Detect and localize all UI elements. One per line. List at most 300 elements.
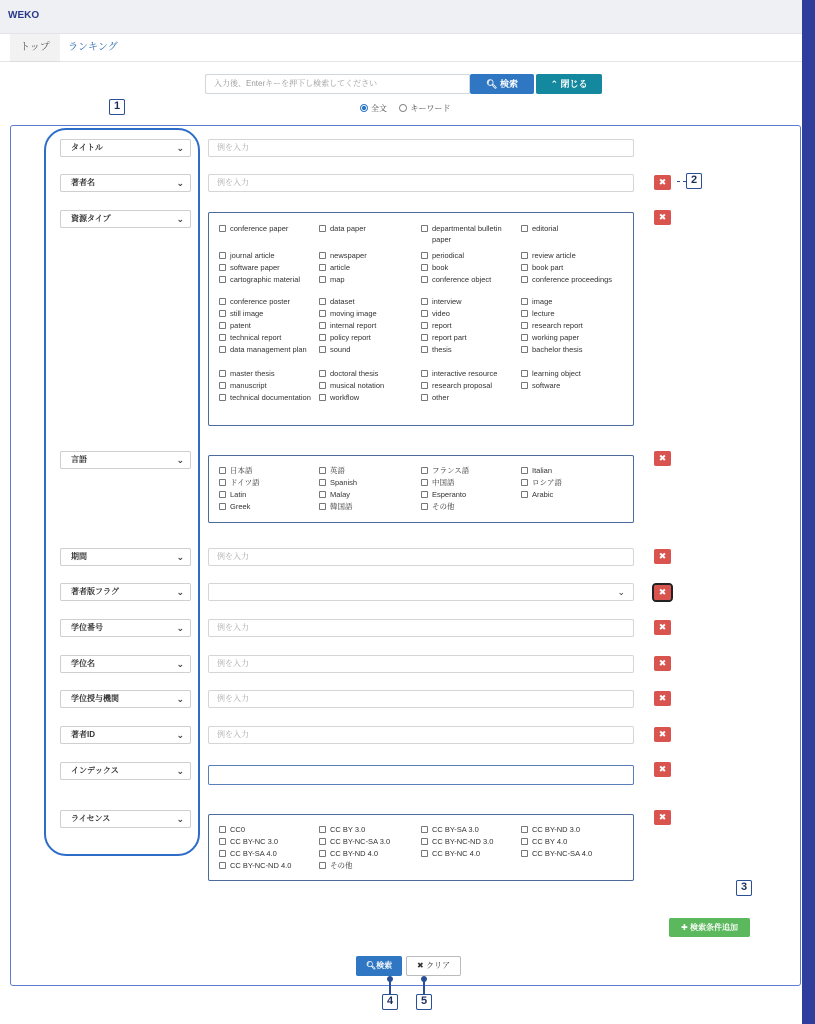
- x-icon: ✖: [658, 622, 667, 632]
- remove-condition-button[interactable]: [654, 451, 671, 466]
- close-button-label: 閉じる: [560, 79, 588, 89]
- checkbox-square[interactable]: [521, 382, 528, 389]
- license-checkbox-label: CC0: [230, 825, 246, 834]
- resource-type-checkbox-label: research report: [532, 321, 583, 330]
- checkbox-square[interactable]: [421, 826, 428, 833]
- resource-type-checkbox-label: internal report: [330, 321, 377, 330]
- license-checkbox-label: CC BY-NC 3.0: [230, 837, 279, 846]
- license-checkbox-label: その他: [330, 861, 353, 870]
- callout-3: 3: [736, 880, 752, 896]
- version-flag-select[interactable]: [208, 583, 634, 601]
- checkbox-square[interactable]: [421, 370, 428, 377]
- condition-select-resource-type[interactable]: [60, 210, 191, 228]
- language-checkbox[interactable]: [521, 489, 613, 500]
- license-checkbox-label: CC BY-ND 3.0: [532, 825, 581, 834]
- license-checkbox[interactable]: [421, 848, 513, 859]
- checkbox-square[interactable]: [219, 298, 226, 305]
- resource-type-checkbox[interactable]: [521, 320, 613, 331]
- checkbox-square[interactable]: [521, 826, 528, 833]
- resource-type-checkbox-label: data management plan: [230, 345, 307, 354]
- brand-logo[interactable]: WEKO: [8, 10, 40, 21]
- resource-type-checkbox[interactable]: [319, 223, 411, 234]
- condition-select-title[interactable]: [60, 139, 191, 157]
- checkbox-square[interactable]: [319, 310, 326, 317]
- resource-type-checkbox[interactable]: [319, 332, 411, 343]
- checkbox-square[interactable]: [319, 838, 326, 845]
- checkbox-square[interactable]: [421, 467, 428, 474]
- resource-type-checkbox[interactable]: [521, 274, 613, 285]
- resource-type-checkbox[interactable]: [219, 332, 311, 343]
- language-checkbox[interactable]: [421, 501, 513, 512]
- license-checkbox[interactable]: [219, 860, 311, 871]
- condition-select-degree-grantor[interactable]: [60, 690, 191, 708]
- resource-type-checkbox-label: musical notation: [330, 381, 385, 390]
- resource-type-checkbox[interactable]: [421, 368, 513, 379]
- license-checkbox-label: CC BY-SA 3.0: [432, 825, 479, 834]
- resource-type-checkbox-label: cartographic material: [230, 275, 301, 284]
- checkbox-square[interactable]: [421, 276, 428, 283]
- resource-type-checkbox-label: moving image: [330, 309, 377, 318]
- checkbox-square[interactable]: [421, 334, 428, 341]
- remove-condition-button[interactable]: [654, 175, 671, 190]
- radio-keyword-label: キーワード: [410, 104, 451, 113]
- license-checkbox[interactable]: [219, 836, 311, 847]
- checkbox-square[interactable]: [219, 491, 226, 498]
- resource-type-checkbox-group: [208, 212, 634, 426]
- resource-type-checkbox[interactable]: [319, 392, 411, 403]
- license-checkbox[interactable]: [521, 848, 613, 859]
- checkbox-square[interactable]: [219, 826, 226, 833]
- degree-name-input[interactable]: 例を入力: [208, 655, 634, 673]
- resource-type-checkbox-label: report part: [432, 333, 467, 342]
- condition-select-version-flag[interactable]: [60, 583, 191, 601]
- license-checkbox-label: CC BY-NC-ND 4.0: [230, 861, 292, 870]
- resource-type-checkbox-label: bachelor thesis: [532, 345, 583, 354]
- language-checkbox-label: 韓国語: [330, 502, 353, 511]
- condition-select-degree-name[interactable]: [60, 655, 191, 673]
- resource-type-checkbox-label: patent: [230, 321, 251, 330]
- resource-type-checkbox[interactable]: [319, 274, 411, 285]
- language-checkbox-label: 中国語: [432, 478, 455, 487]
- license-checkbox[interactable]: [421, 824, 513, 835]
- resource-type-checkbox[interactable]: [319, 250, 411, 261]
- checkbox-square[interactable]: [421, 394, 428, 401]
- checkbox-square[interactable]: [421, 264, 428, 271]
- checkbox-square[interactable]: [219, 225, 226, 232]
- license-checkbox[interactable]: [219, 824, 311, 835]
- chevron-down-icon: ⌄: [176, 587, 184, 597]
- condition-select-label: 学位授与機関: [71, 694, 119, 703]
- period-input[interactable]: 例を入力: [208, 548, 634, 566]
- checkbox-square[interactable]: [319, 276, 326, 283]
- resource-type-checkbox[interactable]: [421, 250, 513, 261]
- x-icon: ✖: [658, 658, 667, 668]
- checkbox-square[interactable]: [319, 862, 326, 869]
- license-checkbox[interactable]: [421, 836, 513, 847]
- resource-type-checkbox-label: research proposal: [432, 381, 493, 390]
- chevron-down-icon: ⌄: [176, 659, 184, 669]
- checkbox-square[interactable]: [219, 394, 226, 401]
- resource-type-checkbox-label: conference paper: [230, 224, 289, 233]
- language-checkbox[interactable]: [421, 477, 513, 488]
- checkbox-square[interactable]: [421, 225, 428, 232]
- radio-fulltext-label: 全文: [371, 104, 387, 113]
- condition-select-period[interactable]: [60, 548, 191, 566]
- chevron-down-icon: ⌄: [176, 214, 184, 224]
- checkbox-square[interactable]: [521, 298, 528, 305]
- resource-type-checkbox[interactable]: [521, 380, 613, 391]
- language-checkbox[interactable]: [421, 489, 513, 500]
- checkbox-square[interactable]: [521, 491, 528, 498]
- resource-type-checkbox[interactable]: [219, 262, 311, 273]
- language-checkbox[interactable]: [219, 477, 311, 488]
- x-icon: ✖: [658, 177, 667, 187]
- checkbox-square[interactable]: [319, 334, 326, 341]
- resource-type-checkbox-label: periodical: [432, 251, 465, 260]
- condition-select-degree-number[interactable]: [60, 619, 191, 637]
- checkbox-square[interactable]: [219, 467, 226, 474]
- resource-type-checkbox-label: review article: [532, 251, 576, 260]
- license-checkbox-label: CC BY 4.0: [532, 837, 568, 846]
- search-submit-label: 検索: [376, 961, 393, 970]
- resource-type-checkbox[interactable]: [219, 250, 311, 261]
- resource-type-checkbox[interactable]: [521, 250, 613, 261]
- license-checkbox[interactable]: [521, 836, 613, 847]
- checkbox-square[interactable]: [521, 310, 528, 317]
- checkbox-square[interactable]: [319, 382, 326, 389]
- resource-type-checkbox[interactable]: [421, 308, 513, 319]
- checkbox-square[interactable]: [521, 467, 528, 474]
- resource-type-checkbox[interactable]: [319, 262, 411, 273]
- callout-1: 1: [109, 99, 125, 115]
- resource-type-checkbox-label: interview: [432, 297, 462, 306]
- checkbox-square[interactable]: [521, 346, 528, 353]
- chevron-down-icon: ⌄: [176, 730, 184, 740]
- search-button[interactable]: [470, 74, 534, 94]
- title-input[interactable]: 例を入力: [208, 139, 634, 157]
- resource-type-checkbox[interactable]: [319, 320, 411, 331]
- condition-select-index[interactable]: [60, 762, 191, 780]
- resource-type-checkbox[interactable]: [219, 392, 311, 403]
- license-checkbox[interactable]: [319, 860, 411, 871]
- x-icon: ✖: [658, 812, 667, 822]
- checkbox-square[interactable]: [219, 276, 226, 283]
- checkbox-square[interactable]: [521, 838, 528, 845]
- resource-type-checkbox[interactable]: [319, 368, 411, 379]
- license-checkbox[interactable]: [319, 836, 411, 847]
- checkbox-square[interactable]: [319, 503, 326, 510]
- x-icon: ✖: [658, 693, 667, 703]
- checkbox-square[interactable]: [319, 394, 326, 401]
- checkbox-square[interactable]: [521, 322, 528, 329]
- condition-select-label: 学位名: [71, 659, 95, 668]
- condition-select-license[interactable]: [60, 810, 191, 828]
- checkbox-square[interactable]: [219, 346, 226, 353]
- clear-button[interactable]: [406, 956, 461, 976]
- checkbox-square[interactable]: [421, 310, 428, 317]
- resource-type-checkbox-label: book part: [532, 263, 564, 272]
- language-checkbox[interactable]: [521, 465, 613, 476]
- resource-type-checkbox-label: map: [330, 275, 345, 284]
- checkbox-square[interactable]: [421, 298, 428, 305]
- resource-type-checkbox-label: lecture: [532, 309, 555, 318]
- resource-type-checkbox-label: video: [432, 309, 450, 318]
- checkbox-square[interactable]: [521, 370, 528, 377]
- resource-type-checkbox[interactable]: [421, 262, 513, 273]
- resource-type-checkbox-label: manuscript: [230, 381, 267, 390]
- language-checkbox-label: その他: [432, 502, 455, 511]
- checkbox-square[interactable]: [521, 264, 528, 271]
- resource-type-checkbox-label: technical documentation: [230, 393, 311, 402]
- field-selector-highlight: [44, 128, 200, 856]
- language-checkbox-label: ドイツ語: [230, 478, 260, 487]
- checkbox-square[interactable]: [421, 346, 428, 353]
- resource-type-checkbox[interactable]: [319, 380, 411, 391]
- checkbox-square[interactable]: [319, 370, 326, 377]
- index-input[interactable]: [208, 765, 634, 785]
- checkbox-square[interactable]: [421, 479, 428, 486]
- language-checkbox-label: 日本語: [230, 466, 253, 475]
- checkbox-square[interactable]: [219, 264, 226, 271]
- remove-condition-button[interactable]: [654, 656, 671, 671]
- remove-condition-button[interactable]: [654, 549, 671, 564]
- checkbox-square[interactable]: [421, 322, 428, 329]
- search-button-label: 検索: [499, 79, 518, 89]
- radio-fulltext[interactable]: [360, 104, 368, 112]
- condition-select-label: 学位番号: [71, 623, 103, 632]
- language-checkbox-label: Greek: [230, 502, 251, 511]
- resource-type-checkbox-label: conference proceedings: [532, 275, 613, 284]
- checkbox-square[interactable]: [319, 826, 326, 833]
- radio-keyword[interactable]: [399, 104, 407, 112]
- language-checkbox[interactable]: [319, 489, 411, 500]
- license-checkbox-label: CC BY-ND 4.0: [330, 849, 379, 858]
- checkbox-square[interactable]: [421, 850, 428, 857]
- chevron-down-icon: ⌄: [176, 694, 184, 704]
- resource-type-checkbox[interactable]: [219, 368, 311, 379]
- checkbox-square[interactable]: [219, 479, 226, 486]
- checkbox-square[interactable]: [421, 491, 428, 498]
- language-checkbox-label: ロシア語: [532, 478, 562, 487]
- callout-4: 4: [382, 994, 398, 1010]
- checkbox-square[interactable]: [219, 503, 226, 510]
- chevron-down-icon: ⌄: [176, 178, 184, 188]
- license-checkbox[interactable]: [219, 848, 311, 859]
- resource-type-checkbox[interactable]: [219, 320, 311, 331]
- resource-type-checkbox[interactable]: [421, 344, 513, 355]
- checkbox-square[interactable]: [521, 479, 528, 486]
- language-checkbox-label: Esperanto: [432, 490, 467, 499]
- condition-select-label: ライセンス: [71, 814, 111, 823]
- checkbox-square[interactable]: [521, 334, 528, 341]
- resource-type-checkbox-label: still image: [230, 309, 264, 318]
- resource-type-checkbox[interactable]: [421, 296, 513, 307]
- condition-select-label: 期間: [71, 552, 87, 561]
- resource-type-checkbox[interactable]: [421, 380, 513, 391]
- checkbox-square[interactable]: [421, 252, 428, 259]
- resource-type-checkbox[interactable]: [521, 368, 613, 379]
- resource-type-checkbox[interactable]: [521, 332, 613, 343]
- checkbox-square[interactable]: [421, 382, 428, 389]
- license-checkbox-label: CC BY-SA 4.0: [230, 849, 277, 858]
- resource-type-checkbox-label: other: [432, 393, 450, 402]
- resource-type-checkbox[interactable]: [521, 296, 613, 307]
- resource-type-checkbox[interactable]: [521, 223, 613, 234]
- resource-type-checkbox[interactable]: [521, 344, 613, 355]
- license-checkbox-label: CC BY-NC-ND 3.0: [432, 837, 494, 846]
- chevron-down-icon: ⌄: [176, 455, 184, 465]
- resource-type-checkbox[interactable]: [219, 296, 311, 307]
- checkbox-square[interactable]: [319, 850, 326, 857]
- checkbox-square[interactable]: [219, 850, 226, 857]
- resource-type-checkbox-label: policy report: [330, 333, 371, 342]
- language-checkbox[interactable]: [319, 501, 411, 512]
- language-checkbox[interactable]: [219, 501, 311, 512]
- resource-type-checkbox[interactable]: [319, 296, 411, 307]
- resource-type-checkbox-label: conference object: [432, 275, 492, 284]
- tab-top[interactable]: トップ: [10, 34, 60, 62]
- remove-condition-button[interactable]: [654, 210, 671, 225]
- checkbox-square[interactable]: [219, 370, 226, 377]
- language-checkbox[interactable]: [319, 477, 411, 488]
- search-icon: 🔍︎: [365, 961, 377, 970]
- resource-type-checkbox[interactable]: [319, 344, 411, 355]
- x-icon: ✖: [658, 587, 667, 597]
- resource-type-checkbox[interactable]: [319, 308, 411, 319]
- checkbox-square[interactable]: [319, 346, 326, 353]
- resource-type-checkbox-label: software: [532, 381, 561, 390]
- language-checkbox-group: [208, 455, 634, 523]
- condition-select-label: 言語: [71, 455, 87, 464]
- resource-type-checkbox[interactable]: [421, 274, 513, 285]
- remove-condition-button[interactable]: [654, 762, 671, 777]
- x-icon: ✖: [658, 729, 667, 739]
- checkbox-square[interactable]: [521, 225, 528, 232]
- search-submit-button[interactable]: [356, 956, 402, 976]
- resource-type-checkbox-label: article: [330, 263, 351, 272]
- checkbox-square[interactable]: [219, 838, 226, 845]
- resource-type-checkbox[interactable]: [219, 380, 311, 391]
- condition-select-author[interactable]: [60, 174, 191, 192]
- resource-type-checkbox[interactable]: [521, 308, 613, 319]
- checkbox-square[interactable]: [521, 252, 528, 259]
- language-checkbox[interactable]: [521, 477, 613, 488]
- callout-4-leader: [389, 980, 391, 994]
- language-checkbox[interactable]: [319, 465, 411, 476]
- remove-condition-button[interactable]: [654, 691, 671, 706]
- resource-type-checkbox[interactable]: [521, 262, 613, 273]
- checkbox-square[interactable]: [319, 298, 326, 305]
- checkbox-square[interactable]: [219, 322, 226, 329]
- remove-condition-button[interactable]: [654, 620, 671, 635]
- checkbox-square[interactable]: [319, 225, 326, 232]
- license-checkbox[interactable]: [319, 824, 411, 835]
- language-checkbox-label: Spanish: [330, 478, 358, 487]
- tab-ranking[interactable]: ランキング: [68, 42, 118, 53]
- close-advanced-button[interactable]: [536, 74, 602, 94]
- checkbox-square[interactable]: [219, 334, 226, 341]
- add-condition-label: 検索条件追加: [689, 923, 738, 932]
- checkbox-square[interactable]: [219, 310, 226, 317]
- x-icon: ✖: [417, 961, 424, 970]
- resource-type-checkbox[interactable]: [421, 320, 513, 331]
- license-checkbox-label: CC BY 3.0: [330, 825, 366, 834]
- clear-button-label: クリア: [425, 961, 450, 970]
- chevron-down-icon: ⌄: [176, 766, 184, 776]
- condition-select-language[interactable]: [60, 451, 191, 469]
- license-checkbox[interactable]: [521, 824, 613, 835]
- license-checkbox-label: CC BY-NC-SA 3.0: [330, 837, 391, 846]
- chevron-up-icon: ⌃: [550, 79, 558, 89]
- checkbox-square[interactable]: [219, 252, 226, 259]
- checkbox-square[interactable]: [319, 467, 326, 474]
- resource-type-checkbox[interactable]: [219, 308, 311, 319]
- condition-select-label: 著者ID: [71, 730, 95, 739]
- resource-type-checkbox-label: doctoral thesis: [330, 369, 379, 378]
- checkbox-square[interactable]: [319, 252, 326, 259]
- degree-grantor-input[interactable]: 例を入力: [208, 690, 634, 708]
- checkbox-square[interactable]: [421, 838, 428, 845]
- x-icon: ✖: [658, 212, 667, 222]
- checkbox-square[interactable]: [421, 503, 428, 510]
- author-id-input[interactable]: 例を入力: [208, 726, 634, 744]
- callout-5: 5: [416, 994, 432, 1010]
- chevron-down-icon: ⌄: [176, 552, 184, 562]
- resource-type-checkbox-label: technical report: [230, 333, 282, 342]
- language-checkbox[interactable]: [219, 465, 311, 476]
- checkbox-square[interactable]: [319, 322, 326, 329]
- checkbox-square[interactable]: [219, 382, 226, 389]
- language-checkbox[interactable]: [421, 465, 513, 476]
- resource-type-checkbox[interactable]: [219, 344, 311, 355]
- checkbox-square[interactable]: [521, 276, 528, 283]
- search-mode-radios: [360, 103, 450, 114]
- resource-type-checkbox[interactable]: [421, 392, 513, 403]
- license-checkbox-label: CC BY-NC-SA 4.0: [532, 849, 593, 858]
- language-checkbox-label: Arabic: [532, 490, 554, 499]
- chevron-down-icon: ⌄: [617, 587, 625, 597]
- checkbox-square[interactable]: [219, 862, 226, 869]
- license-checkbox-group: [208, 814, 634, 881]
- remove-condition-button[interactable]: [654, 585, 671, 600]
- chevron-down-icon: ⌄: [176, 143, 184, 153]
- resource-type-checkbox[interactable]: [421, 223, 513, 245]
- condition-select-author-id[interactable]: [60, 726, 191, 744]
- checkbox-square[interactable]: [521, 850, 528, 857]
- author-input[interactable]: 例を入力: [208, 174, 634, 192]
- callout-2: 2: [686, 173, 702, 189]
- resource-type-checkbox-label: report: [432, 321, 452, 330]
- checkbox-square[interactable]: [319, 264, 326, 271]
- license-checkbox-label: CC BY-NC 4.0: [432, 849, 481, 858]
- checkbox-square[interactable]: [319, 479, 326, 486]
- resource-type-checkbox[interactable]: [219, 274, 311, 285]
- resource-type-checkbox[interactable]: [421, 332, 513, 343]
- resource-type-checkbox[interactable]: [219, 223, 311, 234]
- x-icon: ✖: [658, 764, 667, 774]
- language-checkbox[interactable]: [219, 489, 311, 500]
- degree-number-input[interactable]: 例を入力: [208, 619, 634, 637]
- language-checkbox-label: Latin: [230, 490, 247, 499]
- language-checkbox-label: Malay: [330, 490, 351, 499]
- add-condition-button[interactable]: [669, 918, 750, 937]
- remove-condition-button[interactable]: [654, 727, 671, 742]
- search-input[interactable]: 入力後、Enterキーを押下し検索してください: [205, 74, 470, 94]
- remove-condition-button[interactable]: [654, 810, 671, 825]
- condition-select-label: 著者版フラグ: [71, 587, 119, 596]
- checkbox-square[interactable]: [319, 491, 326, 498]
- license-checkbox[interactable]: [319, 848, 411, 859]
